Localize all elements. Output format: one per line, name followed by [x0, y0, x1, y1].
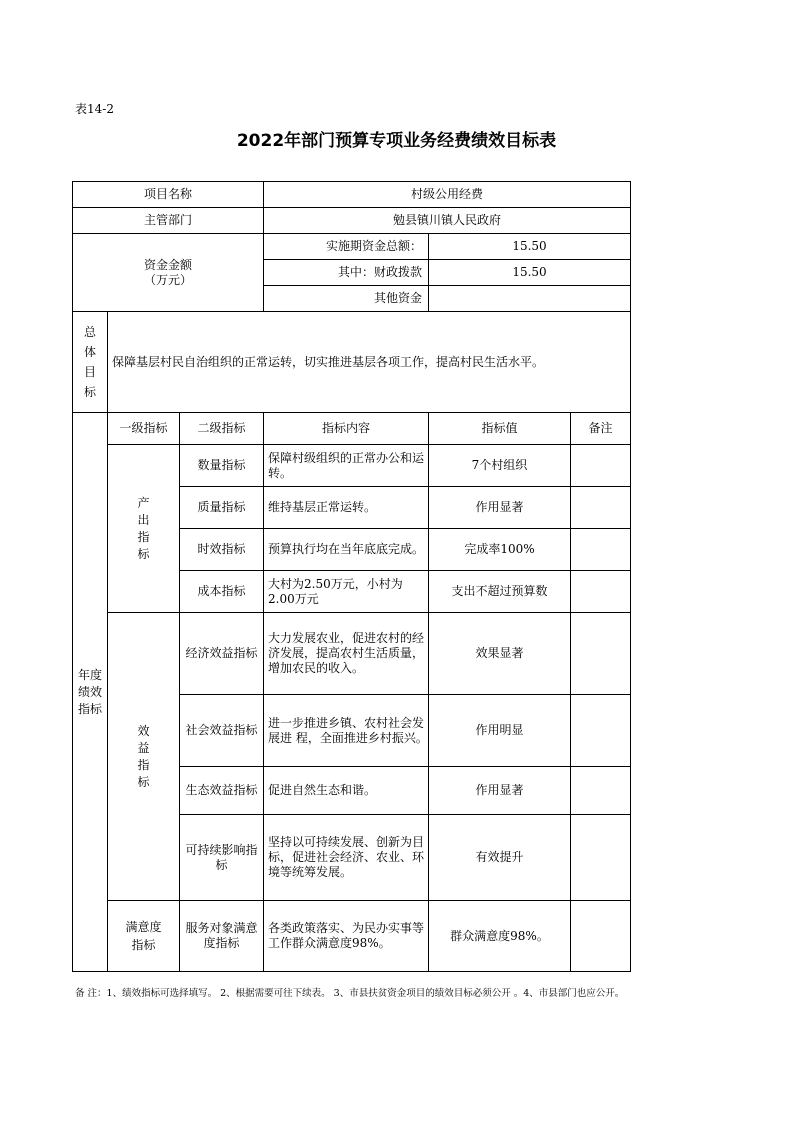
row-remark — [571, 571, 630, 612]
dept-value: 勉县镇川镇人民政府 — [392, 213, 501, 227]
overall-goal-label: 总体目标 — [83, 325, 96, 399]
row-value: 作用显著 — [475, 783, 524, 797]
row-level2: 数量指标 — [197, 458, 246, 472]
row-remark — [571, 695, 630, 766]
header-level2: 二级指标 — [197, 421, 246, 435]
row-content: 坚持以可持续发展、创新为目标，促进社会经济、农业、环境等统筹发展。 — [268, 835, 425, 879]
row-level2: 社会效益指标 — [185, 723, 258, 737]
header-content: 指标内容 — [321, 421, 370, 435]
row-content: 维持基层正常运转。 — [268, 500, 377, 514]
row-level2: 可持续影响指标 — [185, 842, 258, 872]
row-value: 完成率100% — [464, 542, 535, 556]
funds-other-value — [429, 286, 630, 311]
output-indicators-label: 产出指标 — [137, 495, 150, 561]
row-content: 预算执行均在当年底底完成。 — [268, 542, 425, 556]
project-name-label: 项目名称 — [143, 187, 192, 201]
header-remark: 备注 — [588, 421, 613, 435]
row-level2: 服务对象满意度指标 — [185, 921, 258, 950]
row-value: 7个村组织 — [471, 458, 528, 472]
benefit-indicators-label: 效益指标 — [137, 723, 150, 789]
row-value: 群众满意度98%。 — [450, 928, 549, 943]
funds-other-label: 其他资金 — [373, 291, 422, 305]
row-level2: 生态效益指标 — [185, 783, 258, 797]
funds-total-label: 实施期资金总额： — [325, 239, 422, 253]
row-level2: 经济效益指标 — [185, 646, 258, 660]
row-remark — [571, 529, 630, 570]
row-value: 有效提升 — [475, 850, 524, 864]
satisfaction-indicators-label: 满意度指标 — [125, 920, 162, 952]
overall-goal-value: 保障基层村民自治组织的正常运转，切实推进基层各项工作，提高村民生活水平。 — [112, 354, 545, 369]
row-remark — [571, 487, 630, 528]
row-remark — [571, 901, 630, 971]
project-name-value: 村级公用经费 — [410, 187, 483, 201]
row-content: 大村为2.50万元，小村为2.00万元 — [268, 576, 403, 606]
annual-indicators-label: 年度绩效指标 — [77, 667, 102, 716]
row-value: 作用明显 — [475, 723, 524, 737]
funds-fiscal-label: 其中：财政拨款 — [337, 265, 422, 279]
row-value: 支出不超过预算数 — [451, 584, 548, 598]
row-content: 各类政策落实、为民办实事等工作群众满意度98%。 — [268, 921, 425, 950]
row-level2: 成本指标 — [197, 584, 246, 598]
funds-fiscal-value: 15.50 — [512, 265, 547, 279]
row-content: 进一步推进乡镇、农村社会发展进 程，全面推进乡村振兴。 — [268, 715, 428, 745]
funds-label: 资金金额 （万元） — [143, 257, 192, 287]
header-level1: 一级指标 — [119, 421, 168, 435]
row-value: 作用显著 — [475, 500, 524, 514]
row-remark — [571, 445, 630, 486]
row-level2: 质量指标 — [197, 500, 246, 514]
row-remark — [571, 815, 630, 900]
header-value: 指标值 — [481, 421, 518, 435]
row-remark — [571, 767, 630, 814]
row-value: 效果显著 — [475, 646, 524, 660]
page-title: 2022年部门预算专项业务经费绩效目标表 — [236, 131, 557, 151]
row-content: 大力发展农业，促进农村的经济发展，提高农村生活质量，增加农民的收入。 — [268, 631, 425, 675]
row-content: 促进自然生态和谐。 — [268, 783, 377, 797]
row-level2: 时效指标 — [197, 542, 246, 556]
dept-label: 主管部门 — [143, 213, 192, 227]
row-remark — [571, 613, 630, 694]
footnote: 备 注：1、绩效指标可选择填写。 2、根据需要可往下续表。 3、市县扶贫资金项目的绩效目标必须公开 。4、市县部门也应公开。 — [75, 988, 625, 999]
funds-total-value: 15.50 — [512, 239, 547, 253]
table-number: 表14-2 — [75, 102, 114, 116]
row-content: 保障村级组织的正常办公和运转。 — [268, 450, 425, 480]
